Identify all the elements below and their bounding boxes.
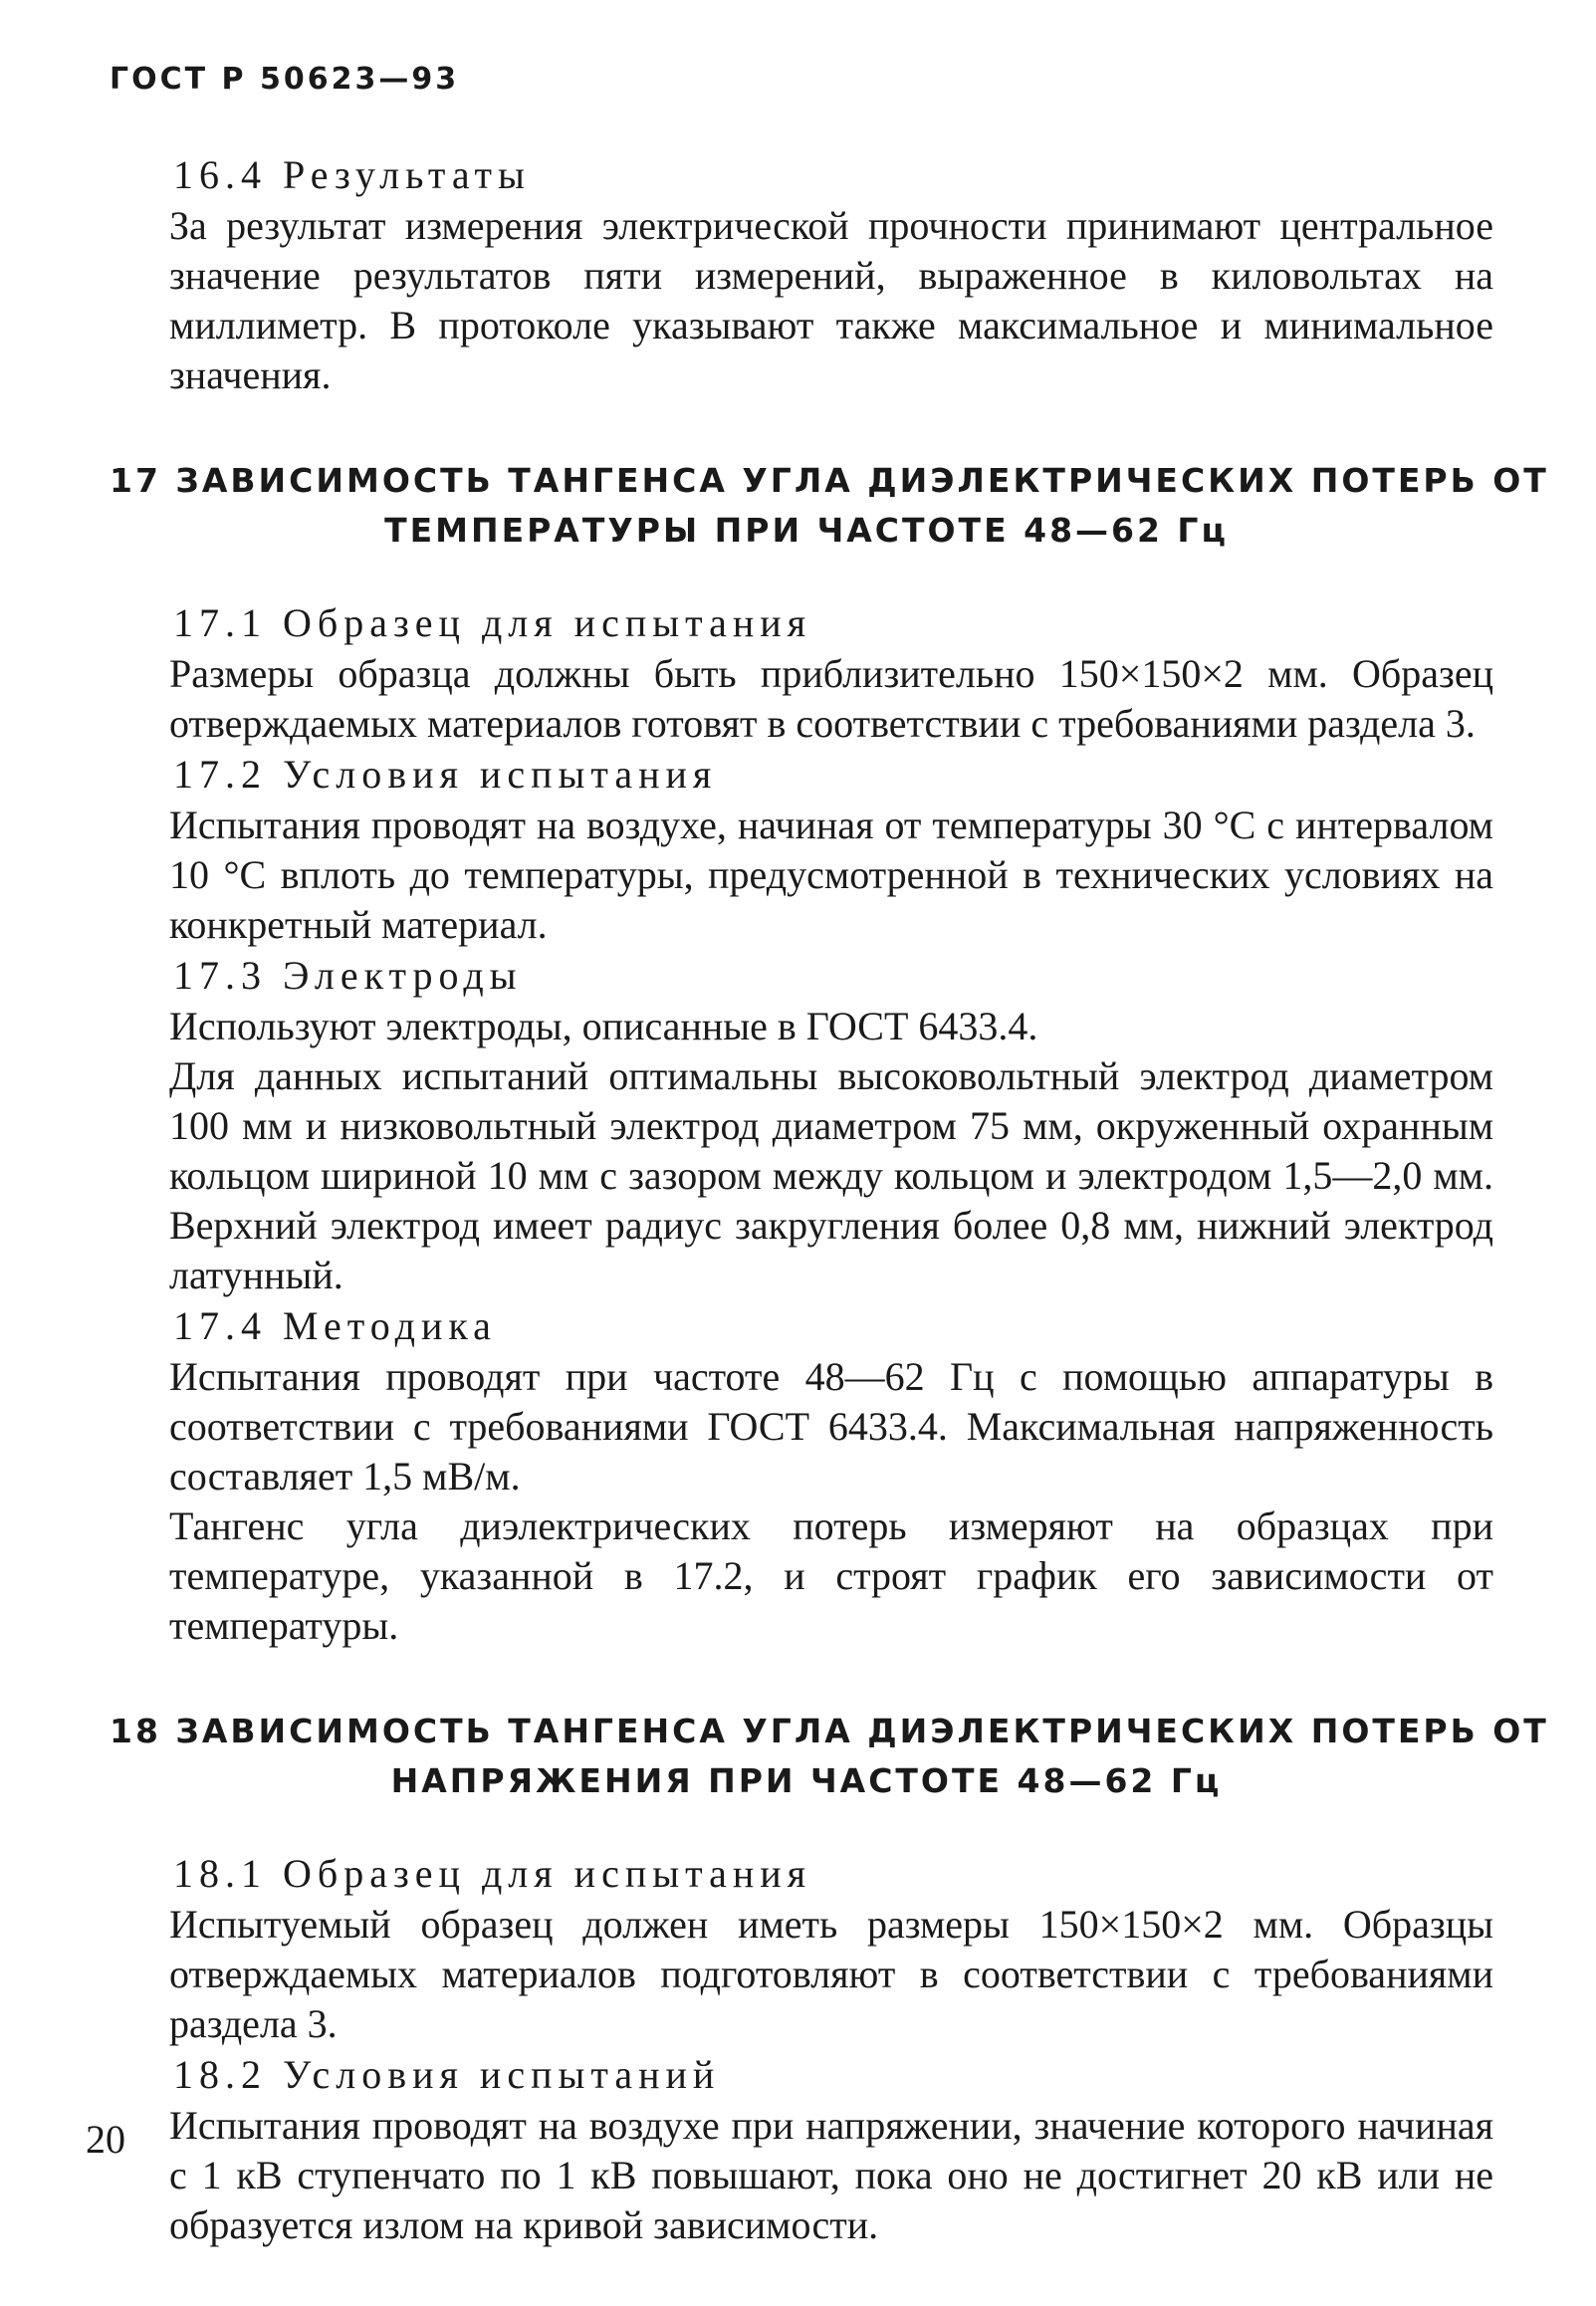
subsection-title: 17.2 Условия испытания	[173, 752, 718, 797]
paragraph: За результат измерения электрической прочности принимают центральное значение результатов пяти измерений, выраженное в киловольтах на миллиметр. В протоколе указывают также максимальное и минимальное значения.	[169, 203, 1493, 397]
document-body	[110, 149, 1549, 2250]
subsection-title: 16.4 Результаты	[173, 152, 531, 197]
subsection-title: 17.3 Электроды	[173, 953, 523, 998]
subsection-title: 18.1 Образец для испытания	[173, 1851, 812, 1896]
document-header: ГОСТ Р 50623—93	[110, 62, 460, 97]
section-heading	[110, 456, 1549, 556]
section-heading-line: НАПРЯЖЕНИЯ ПРИ ЧАСТОТЕ 48—62 Гц	[390, 1761, 1223, 1800]
subsection-title: 17.1 Образец для испытания	[173, 600, 812, 645]
section-heading	[110, 1707, 1549, 1806]
paragraph: Размеры образца должны быть приблизительно 150×150×2 мм. Образец отверждаемых материалов готовят в соответствии с требованиями раздела 3.	[169, 651, 1493, 746]
subsection-title: 17.4 Методика	[173, 1303, 497, 1348]
section-heading-line: 18 ЗАВИСИМОСТЬ ТАНГЕНСА УГЛА ДИЭЛЕКТРИЧЕСКИХ ПОТЕРЬ ОТ	[110, 1712, 1549, 1750]
paragraph: Испытания проводят на воздухе, начиная от температуры 30 °С с интервалом 10 °С вплоть до температуры, предусмотренной в технических условиях на конкретный материал.	[169, 803, 1493, 947]
paragraph: Используют электроды, описанные в ГОСТ 6433.4.	[169, 1004, 1038, 1048]
paragraph: Испытания проводят на воздухе при напряжении, значение которого начиная с 1 кВ ступенчато по 1 кВ повышают, пока оно не достигнет 20 кВ или не образуется излом на кривой зависимости.	[169, 2103, 1493, 2247]
page-number: 20	[86, 2117, 125, 2162]
paragraph: Испытания проводят при частоте 48—62 Гц с помощью аппаратуры в соответствии с требованиями ГОСТ 6433.4. Максимальная напряженность составляет 1,5 мВ/м.	[169, 1354, 1493, 1499]
subsection-title: 18.2 Условия испытаний	[173, 2052, 721, 2097]
paragraph: Тангенс угла диэлектрических потерь измеряют на образцах при температуре, указанной в 17.2, и строят график его зависимости от температуры.	[169, 1503, 1493, 1648]
paragraph: Испытуемый образец должен иметь размеры 150×150×2 мм. Образцы отверждаемых материалов подготовляют в соответствии с требованиями раздела 3.	[169, 1902, 1493, 2046]
paragraph: Для данных испытаний оптимальны высоковольтный электрод диаметром 100 мм и низковольтный электрод диаметром 75 мм, окруженный охранным кольцом шириной 10 мм с зазором между кольцом и электродом 1,5—2,0 мм. Верхний электрод имеет радиус закругления более 0,8 мм, нижний электрод латунный.	[169, 1053, 1493, 1297]
section-heading-line: ТЕМПЕРАТУРЫ ПРИ ЧАСТОТЕ 48—62 Гц	[384, 511, 1229, 550]
section-heading-line: 17 ЗАВИСИМОСТЬ ТАНГЕНСА УГЛА ДИЭЛЕКТРИЧЕСКИХ ПОТЕРЬ ОТ	[110, 461, 1549, 500]
